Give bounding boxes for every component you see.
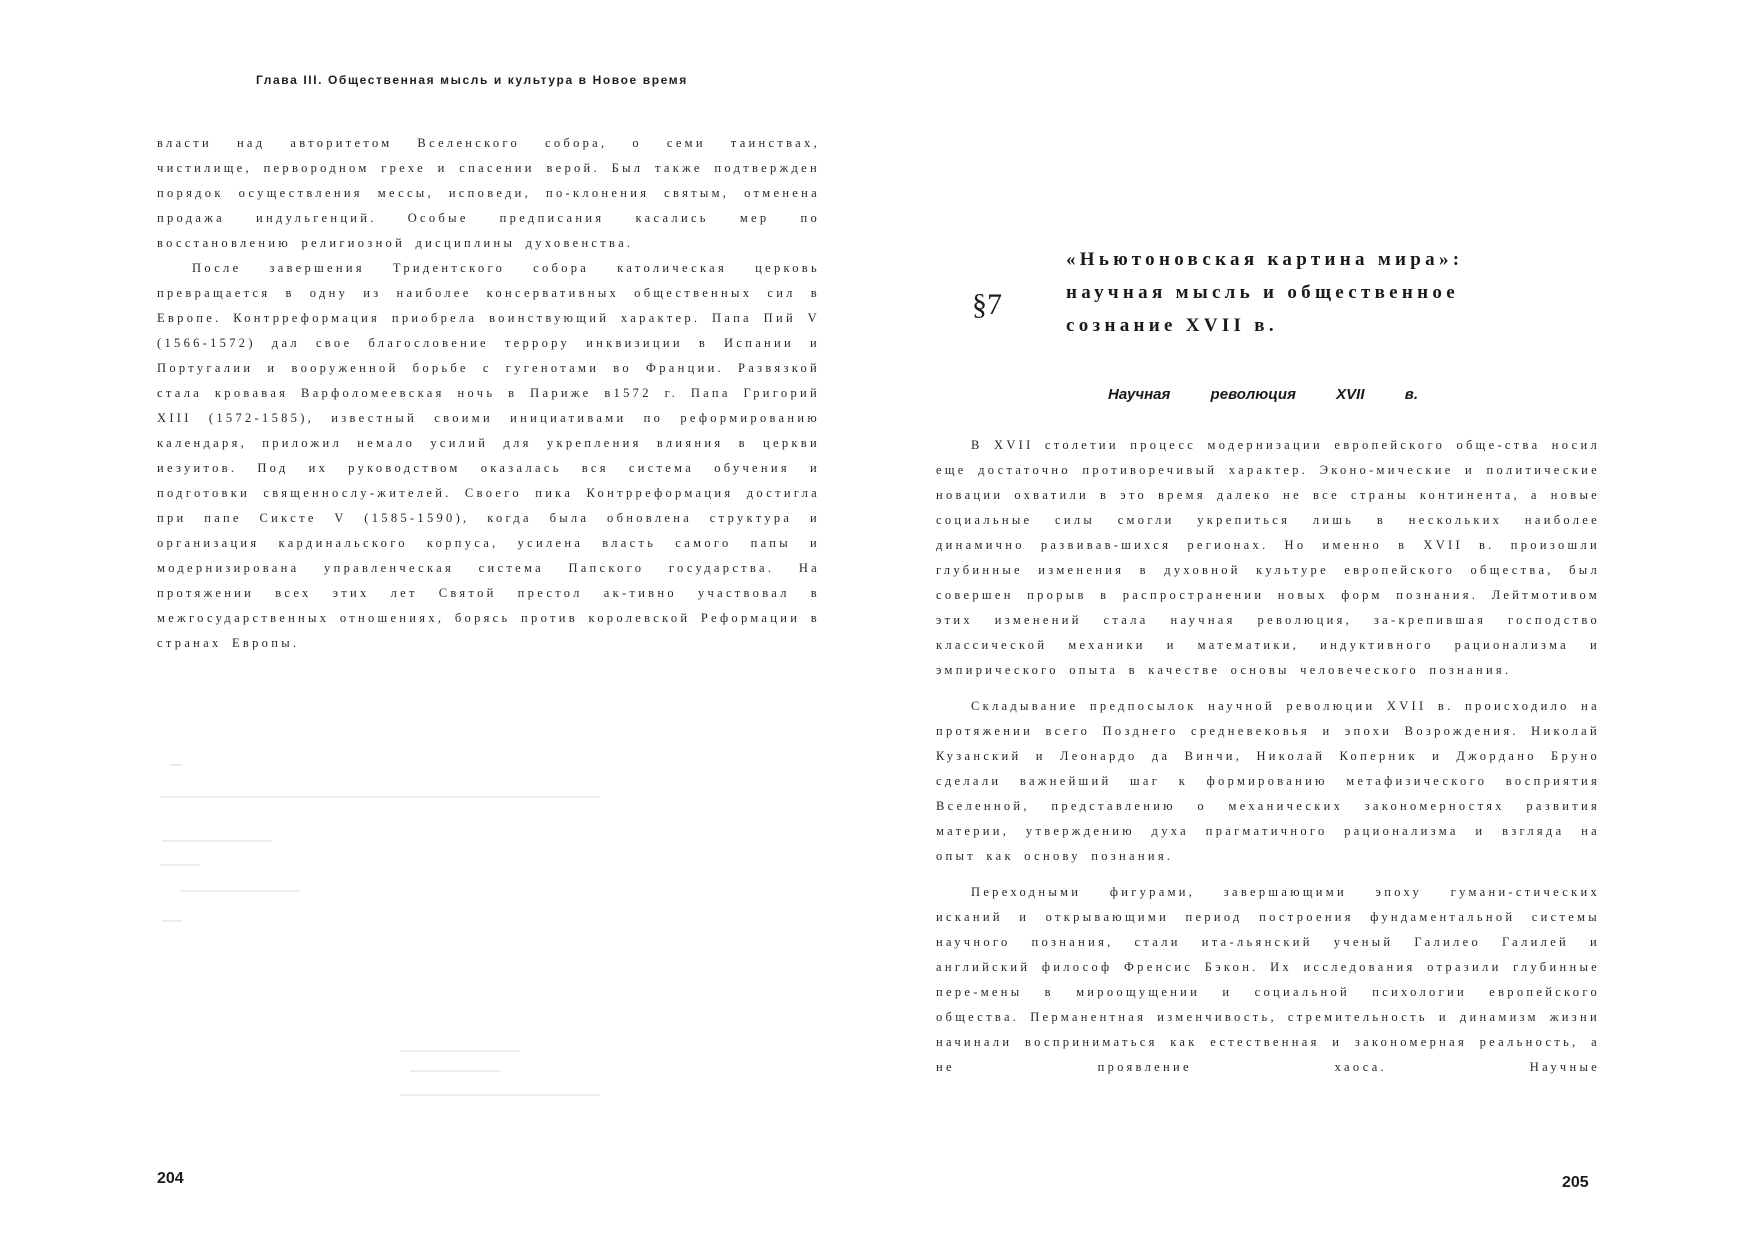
paragraph: После завершения Тридентского собора католическая церковь превращается в одну из наиболее консервативных общественных сил в Европе. Контрреформация приобрела воинствующий характер. Папа Пий V (1566-1572) дал свое благословение террору инквизиции в Испании и Португалии и вооруженной борьбе с гугенотами во Франции. Развязкой стала кровавая Варфоломеевская ночь в Париже в1572 г. Папа Григорий XIII (1572-1585), известный своими инициативами по реформированию календаря, приложил немало усилий для укрепления влияния в церкви иезуитов. Под их руководством оказалась вся система обучения и подготовки священнослу-жителей. Своего пика Контрреформация достигла при папе Сиксте V (1585-1590), когда была обновлена структура и организация кардинальского корпуса, усилена власть самого папы и модернизирована управленческая система Папского государства. На протяжении всех этих лет Святой престол ак-тивно участвовал в межгосударственных отношениях, борясь против королевской Реформации в странах Европы. [157, 261, 820, 650]
left-page-body [157, 131, 820, 656]
right-page-body [936, 433, 1600, 1080]
paragraph: В XVII столетии процесс модернизации европейского обще-ства носил еще достаточно противоречивый характер. Эконо-мические и политические новации охватили в это время далеко не все страны континента, а новые социальные силы смогли укрепиться лишь в нескольких наиболее динамично развивав-шихся регионах. Но именно в XVII в. произошли глубинные изменения в духовной культуре европейского общества, был совершен прорыв в распространении новых форм познания. Лейтмотивом этих изменений стала научная революция, за-крепившая господство классической механики и математики, индуктивного рационализма и эмпирического опыта в качестве основы человеческого познания. [936, 438, 1600, 677]
paragraph: власти над авторитетом Вселенского собора, о семи таинствах, чистилище, первородном грехе и спасении верой. Был также подтвержден порядок осуществления мессы, исповеди, по-клонения святым, отменена продажа индульгенций. Особые предписания касались мер по восстановлению религиозной дисциплины духовенства. [157, 136, 820, 250]
page-number-right: 205 [1562, 1174, 1589, 1191]
page-number-left: 204 [157, 1170, 184, 1187]
section-title-line: научная мысль и общественное [1066, 282, 1459, 303]
section-title-line: сознание XVII в. [1066, 315, 1278, 336]
subsection-heading: Научная революция XVII в. [1108, 386, 1418, 403]
running-head: Глава III. Общественная мысль и культура в Новое время [256, 73, 688, 87]
show-through-artifact [160, 760, 620, 1140]
section-number: §7 [972, 288, 1002, 321]
section-title [1066, 243, 1586, 342]
section-title-line: «Ньютоновская картина мира»: [1066, 249, 1464, 270]
paragraph: Переходными фигурами, завершающими эпоху гумани-стических исканий и открывающими период построения фундаментальной системы научного познания, стали ита-льянский ученый Галилео Галилей и английский философ Френсис Бэкон. Их исследования отразили глубинные пере-мены в мироощущении и социальной психологии европейского общества. Перманентная изменчивость, стремительность и динамизм жизни начинали восприниматься как естественная и закономерная реальность, а не проявление хаоса. Научные [936, 885, 1600, 1074]
paragraph: Складывание предпосылок научной революции XVII в. происходило на протяжении всего Позднего средневековья и эпохи Возрождения. Николай Кузанский и Леонардо да Винчи, Николай Коперник и Джордано Бруно сделали важнейший шаг к формированию метафизического восприятия Вселенной, представлению о механических закономерностях развития материи, утверждению духа прагматичного рационализма и взгляда на опыт как основу познания. [936, 699, 1600, 863]
